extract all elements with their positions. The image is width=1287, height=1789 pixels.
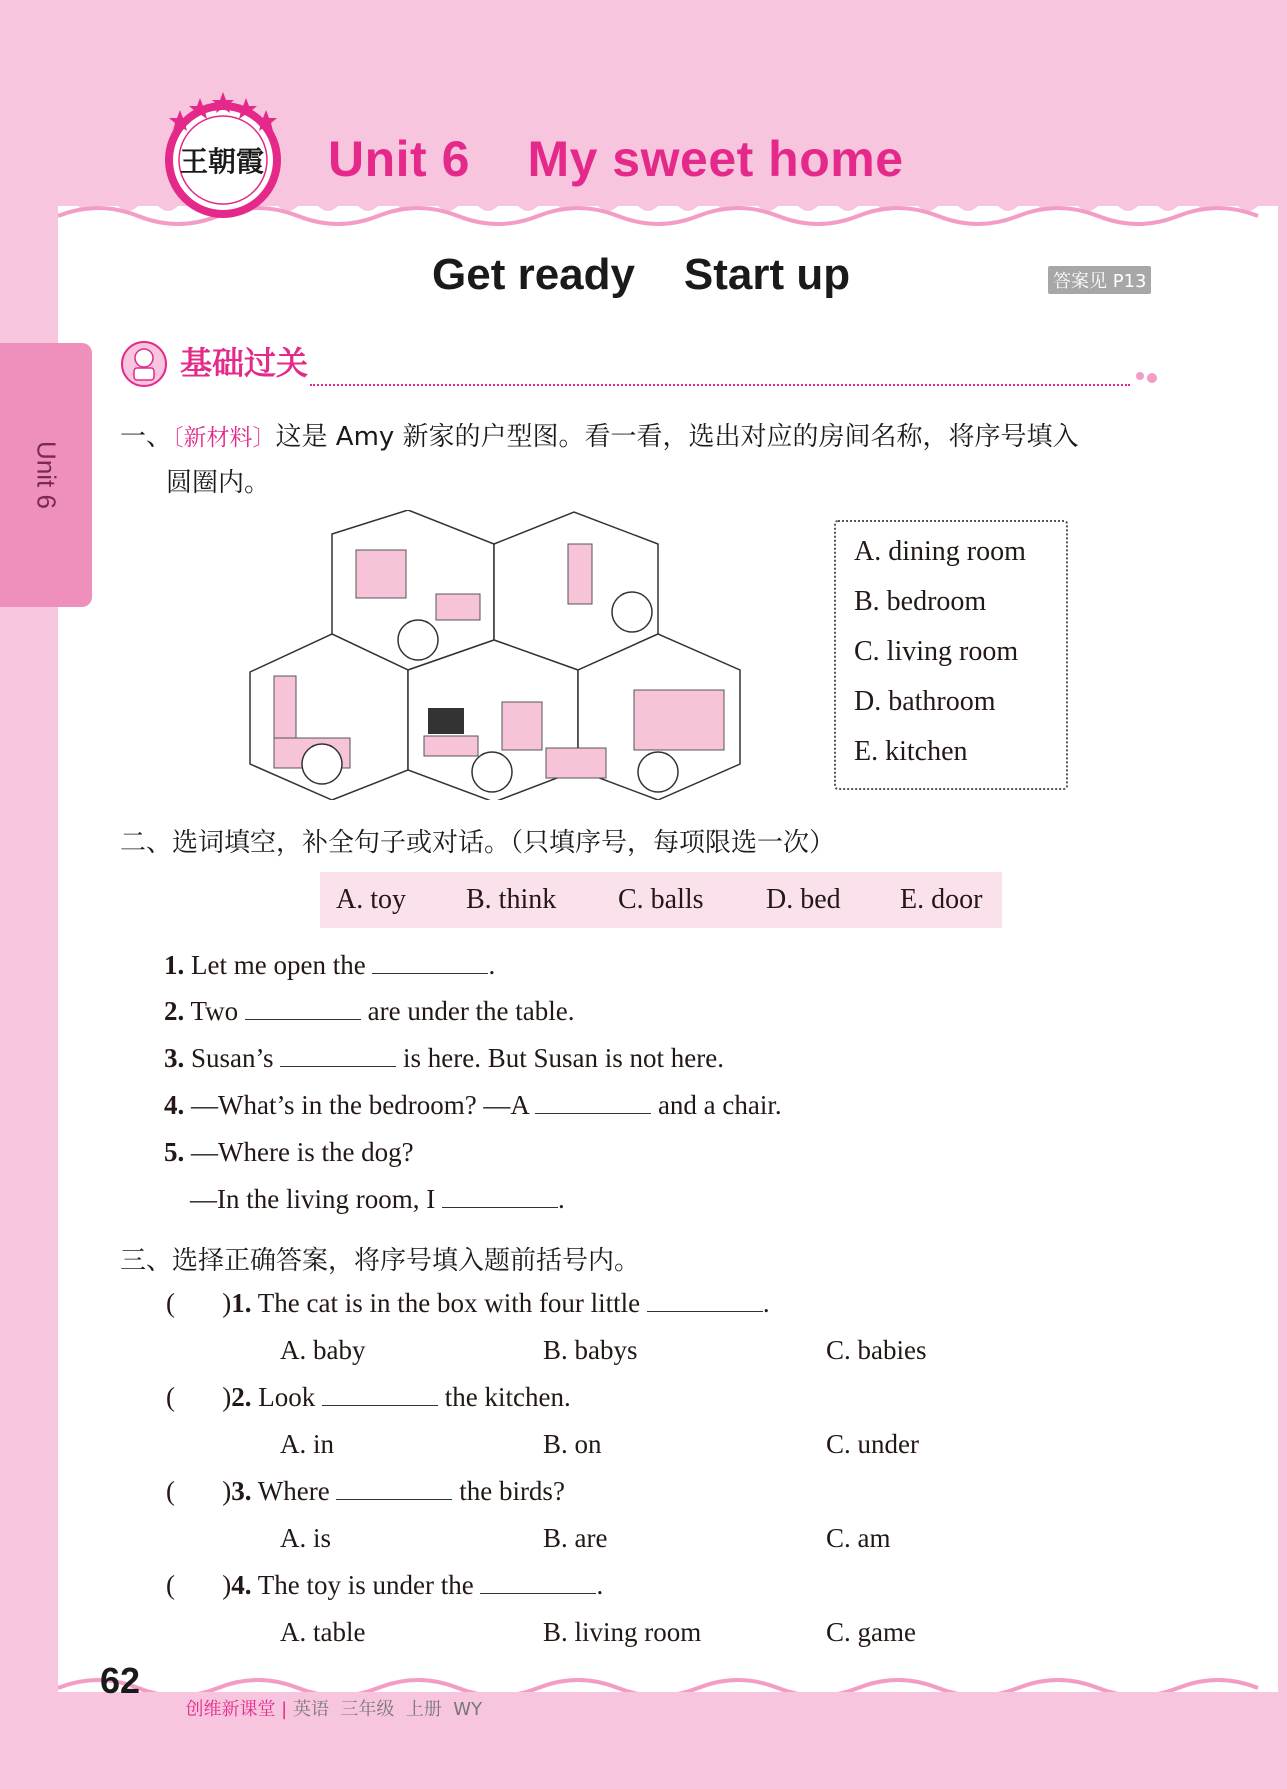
item-number: 1. — [231, 1288, 252, 1318]
q3-item-4 — [166, 1570, 603, 1601]
item-text: The cat is in the box with four little — [257, 1288, 641, 1318]
answer-reference-badge: 答案见 P13 — [1048, 266, 1151, 294]
q2-item-5 — [164, 1137, 414, 1168]
answer-blank[interactable] — [372, 951, 488, 974]
q2-item-5-reply — [190, 1184, 565, 1215]
item-text: Look — [258, 1382, 316, 1412]
dots-ornament — [1134, 368, 1160, 389]
item-number: 5. — [164, 1137, 185, 1167]
item-text-after: . — [488, 950, 496, 980]
item-text: Let me open the — [191, 950, 366, 980]
dining-answer-circle — [612, 592, 652, 632]
room-option-e: E. kitchen — [854, 736, 968, 767]
logo-text: 王朝霞 — [180, 145, 265, 178]
item-text-after: . — [557, 1184, 565, 1214]
unit-title: Unit 6 My sweet home — [328, 131, 904, 187]
basics-divider — [310, 384, 1130, 386]
item-text-after: . — [762, 1288, 770, 1318]
q3-1-option-b: B. babys — [543, 1335, 638, 1365]
basics-icon — [118, 336, 170, 388]
q2-heading: 二、选词填空，补全句子或对话。（只填序号，每项限选一次） — [120, 828, 836, 858]
side-tab — [0, 343, 92, 607]
room-option-a: A. dining room — [854, 536, 1026, 567]
q1-text-line1: 这是 Amy 新家的户型图。看一看，选出对应的房间名称，将序号填入 — [275, 422, 1079, 452]
floor-plan-illustration — [246, 510, 746, 800]
section-title: Get ready Start up — [432, 250, 851, 299]
q3-item-2 — [166, 1382, 571, 1413]
answer-paren[interactable]: ( ) — [166, 1382, 232, 1412]
side-tab-label: Unit 6 — [31, 441, 62, 509]
item-number: 4. — [231, 1570, 252, 1600]
item-number: 1. — [164, 950, 185, 980]
q3-1-option-a: A. baby — [280, 1335, 366, 1365]
q3-2-option-a: A. in — [280, 1429, 334, 1459]
q2-item-1 — [164, 950, 495, 981]
item-text-after: the kitchen. — [444, 1382, 571, 1412]
q3-4-option-c: C. game — [826, 1617, 916, 1647]
word-b: B. think — [466, 884, 557, 915]
answer-blank[interactable] — [245, 997, 361, 1020]
answer-blank[interactable] — [280, 1044, 396, 1067]
q1-prefix: 一、 — [120, 422, 173, 452]
word-e: E. door — [900, 884, 983, 915]
living-answer-circle — [472, 752, 512, 792]
page-number: 62 — [100, 1660, 141, 1701]
answer-blank — [480, 1571, 596, 1594]
answer-blank — [322, 1383, 438, 1406]
q3-2-option-b: B. on — [543, 1429, 602, 1459]
word-d: D. bed — [766, 884, 841, 915]
footer-series: 创维新课堂 — [185, 1699, 276, 1720]
room-option-c: C. living room — [854, 636, 1019, 667]
item-text: Where — [257, 1476, 330, 1506]
footer-text: 创维新课堂 | 英语 三年级 上册 WY — [185, 1699, 483, 1720]
item-text: —Where is the dog? — [191, 1137, 414, 1167]
item-text-after: the birds? — [459, 1476, 565, 1506]
item-text: Two — [190, 996, 239, 1026]
q2-item-4 — [164, 1090, 782, 1121]
item-text-after: are under the table. — [367, 996, 575, 1026]
answer-blank[interactable] — [442, 1185, 558, 1208]
item-number: 3. — [164, 1043, 185, 1073]
answer-blank — [647, 1289, 763, 1312]
bathroom-answer-circle — [302, 744, 342, 784]
basics-heading: 基础过关 — [180, 344, 309, 382]
item-text: —What’s in the bedroom? —A — [191, 1090, 529, 1120]
answer-paren[interactable]: ( ) — [166, 1288, 232, 1318]
item-number: 4. — [164, 1090, 185, 1120]
answer-paren[interactable]: ( ) — [166, 1570, 232, 1600]
q3-item-3 — [166, 1476, 565, 1507]
q1-text-line2: 圆圈内。 — [166, 468, 271, 498]
item-text-after: and a chair. — [657, 1090, 782, 1120]
q3-2-option-c: C. under — [826, 1429, 919, 1459]
answer-paren[interactable]: ( ) — [166, 1476, 232, 1506]
kitchen-answer-circle — [638, 752, 678, 792]
q3-item-1 — [166, 1288, 770, 1319]
footer-details: 英语 三年级 上册 WY — [292, 1699, 483, 1720]
item-text-after: . — [596, 1570, 604, 1600]
item-number: 3. — [231, 1476, 252, 1506]
room-option-d: D. bathroom — [854, 686, 996, 717]
room-option-b: B. bedroom — [854, 586, 987, 617]
q3-4-option-b: B. living room — [543, 1617, 702, 1647]
word-bank — [320, 872, 1002, 928]
item-text: —In the living room, I — [190, 1184, 436, 1214]
q3-3-option-a: A. is — [280, 1523, 332, 1553]
room-options-box — [834, 520, 1068, 790]
q1-tag: 〔新材料〕 — [172, 425, 276, 451]
item-number: 2. — [231, 1382, 252, 1412]
item-number: 2. — [164, 996, 185, 1026]
q2-item-3 — [164, 1043, 724, 1074]
word-c: C. balls — [618, 884, 704, 915]
q3-3-option-c: C. am — [826, 1523, 891, 1553]
q3-3-option-b: B. are — [543, 1523, 608, 1553]
q1-line1 — [120, 416, 1079, 453]
publisher-logo — [160, 92, 286, 218]
q3-1-option-c: C. babies — [826, 1335, 927, 1365]
word-a: A. toy — [336, 884, 406, 915]
q3-4-option-a: A. table — [280, 1617, 366, 1647]
item-text: The toy is under the — [257, 1570, 474, 1600]
q2-item-2 — [164, 996, 575, 1027]
bedroom-answer-circle — [398, 620, 438, 660]
q3-heading: 三、选择正确答案，将序号填入题前括号内。 — [120, 1246, 641, 1276]
answer-blank[interactable] — [535, 1091, 651, 1114]
answer-blank — [336, 1477, 452, 1500]
item-text: Susan’s — [191, 1043, 274, 1073]
item-text-after: is here. But Susan is not here. — [403, 1043, 724, 1073]
